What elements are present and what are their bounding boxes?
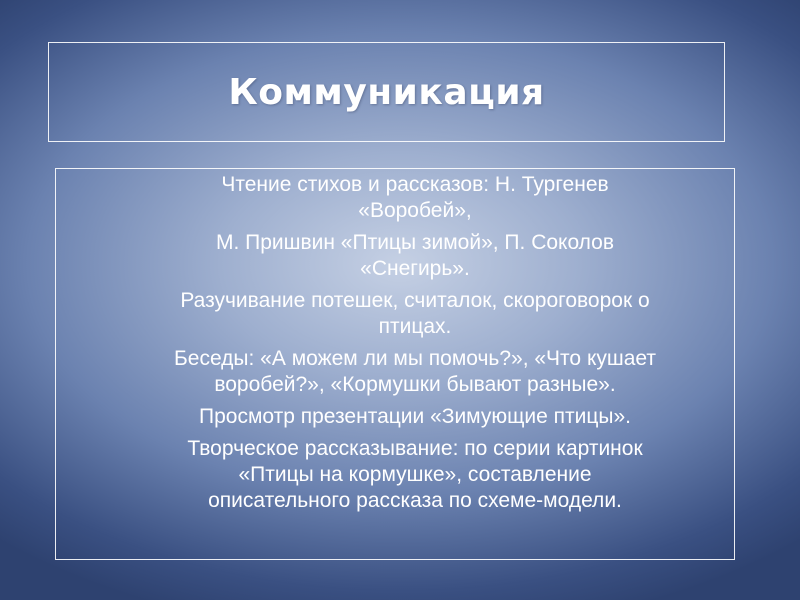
list-item-line: «Снегирь». — [360, 257, 470, 280]
title-frame — [48, 42, 725, 142]
list-item — [74, 288, 716, 340]
list-item-line: Разучивание потешек, считалок, скороговорок о — [180, 289, 650, 312]
list-item-line: описательного рассказа по схеме-модели. — [208, 489, 622, 512]
content-frame — [55, 168, 735, 560]
list-item-line: Творческое рассказывание: по серии картинок — [187, 437, 643, 460]
list-item-line: «Птицы на кормушке», составление — [238, 463, 592, 486]
list-item-line: Беседы: «А можем ли мы помочь?», «Что кушает — [173, 347, 656, 370]
slide-title: Коммуникация — [228, 71, 545, 113]
list-item-line: птицах. — [378, 315, 452, 338]
list-item — [74, 172, 716, 224]
list-item-line: Чтение стихов и рассказов: Н. Тургенев — [221, 173, 609, 196]
list-item-line: воробей?», «Кормушки бывают разные». — [214, 373, 616, 396]
list-item — [74, 346, 716, 398]
list-item-continuation — [74, 230, 716, 282]
list-item-line: Просмотр презентации «Зимующие птицы». — [199, 405, 631, 428]
list-item-line: М. Пришвин «Птицы зимой», П. Соколов — [215, 231, 615, 254]
list-item — [74, 436, 716, 514]
list-item — [74, 404, 716, 430]
list-item-line: «Воробей», — [358, 199, 472, 222]
